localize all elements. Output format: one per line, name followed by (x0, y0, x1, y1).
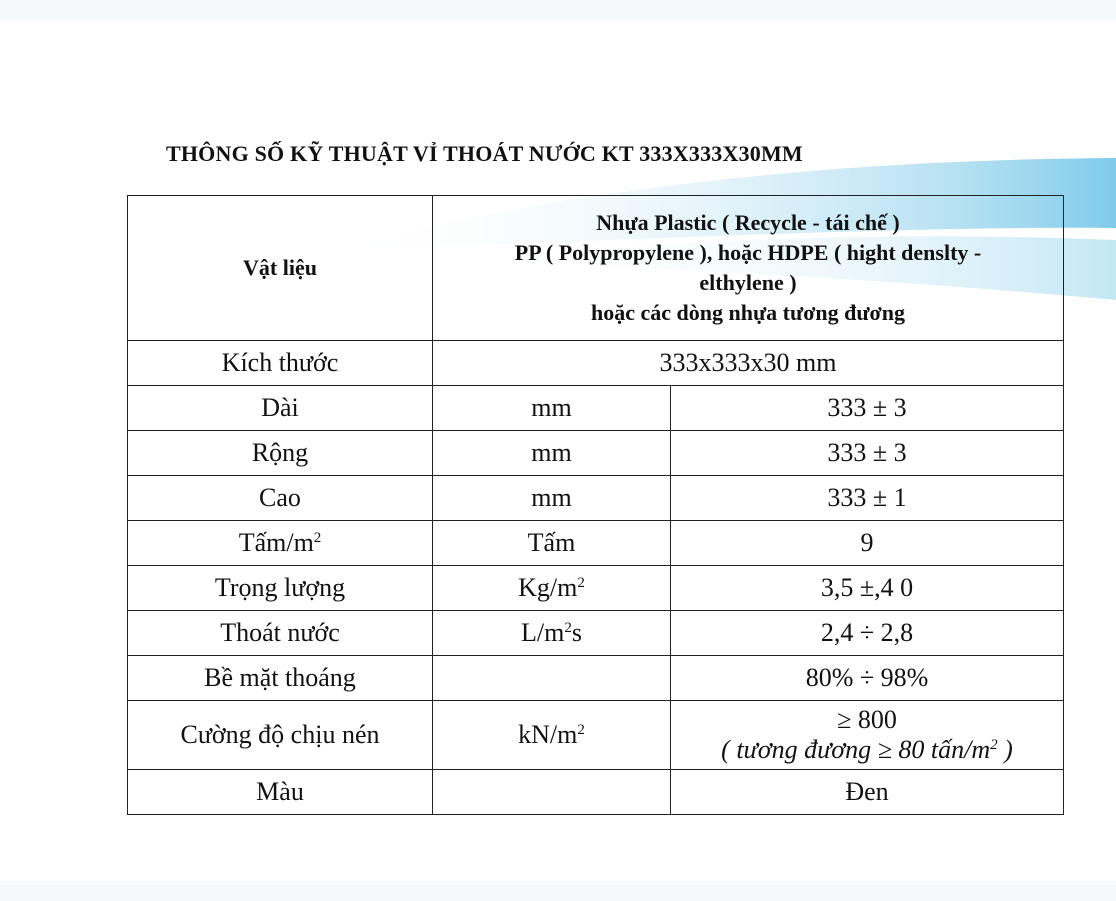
superscript: 2 (990, 737, 998, 753)
table-row (128, 521, 1064, 566)
document-title: THÔNG SỐ KỸ THUẬT VỈ THOÁT NƯỚC KT 333X333X30MM (166, 141, 803, 166)
strength-note (677, 735, 1057, 765)
table-row (128, 476, 1064, 521)
param-value: 333 ± 1 (671, 476, 1064, 521)
param-unit-text: Kg/m (518, 573, 578, 603)
param-name: Cường độ chịu nén (128, 701, 433, 770)
row-size (128, 341, 1064, 386)
size-label: Kích thước (128, 341, 433, 386)
param-unit: Tấm (433, 521, 671, 566)
table-row (128, 566, 1064, 611)
param-unit (433, 701, 671, 770)
strength-main-value: ≥ 800 (837, 705, 897, 735)
param-name: Bề mặt thoáng (128, 656, 433, 701)
param-value: 3,5 ±,4 0 (671, 566, 1064, 611)
param-value: 333 ± 3 (671, 386, 1064, 431)
param-name: Trọng lượng (128, 566, 433, 611)
table-row (128, 611, 1064, 656)
spec-table (127, 195, 1064, 815)
strength-note-text: ( tương đương ≥ 80 tấn/m (721, 735, 991, 764)
param-unit (433, 770, 671, 815)
param-name-text: Tấm/m (238, 528, 314, 558)
material-line: elthylene ) (699, 270, 797, 295)
size-value: 333x333x30 mm (433, 341, 1064, 386)
superscript: 2 (577, 722, 585, 739)
row-color (128, 770, 1064, 815)
superscript: 2 (313, 530, 322, 547)
param-value: 80% ÷ 98% (671, 656, 1064, 701)
param-name: Rộng (128, 431, 433, 476)
superscript: 2 (577, 575, 585, 592)
material-line: hoặc các dòng nhựa tương đương (591, 300, 905, 326)
row-material (128, 196, 1064, 341)
param-unit: mm (433, 476, 671, 521)
param-value: 9 (671, 521, 1064, 566)
material-label: Vật liệu (128, 196, 433, 341)
param-unit-text: kN/m (518, 720, 578, 750)
row-strength (128, 701, 1064, 770)
param-name (128, 521, 433, 566)
param-name: Màu (128, 770, 433, 815)
param-name: Thoát nước (128, 611, 433, 656)
table-row (128, 431, 1064, 476)
table-row (128, 386, 1064, 431)
param-unit-text: L/m (521, 618, 565, 648)
param-unit (433, 611, 671, 656)
param-unit: mm (433, 386, 671, 431)
param-name: Dài (128, 386, 433, 431)
param-unit: mm (433, 431, 671, 476)
param-unit (433, 566, 671, 611)
param-value: 333 ± 3 (671, 431, 1064, 476)
superscript: 2 (564, 620, 572, 637)
material-line: Nhựa Plastic ( Recycle - tái chế ) (596, 209, 900, 235)
table-row (128, 656, 1064, 701)
material-value (433, 196, 1064, 341)
strength-note-suffix: ) (997, 735, 1013, 764)
param-unit (433, 656, 671, 701)
param-value (671, 701, 1064, 770)
material-line: PP ( Polypropylene ), hoặc HDPE ( hight denslty - (514, 239, 982, 265)
param-value: 2,4 ÷ 2,8 (671, 611, 1064, 656)
param-unit-suffix: s (571, 618, 582, 648)
param-name: Cao (128, 476, 433, 521)
param-value: Đen (671, 770, 1064, 815)
